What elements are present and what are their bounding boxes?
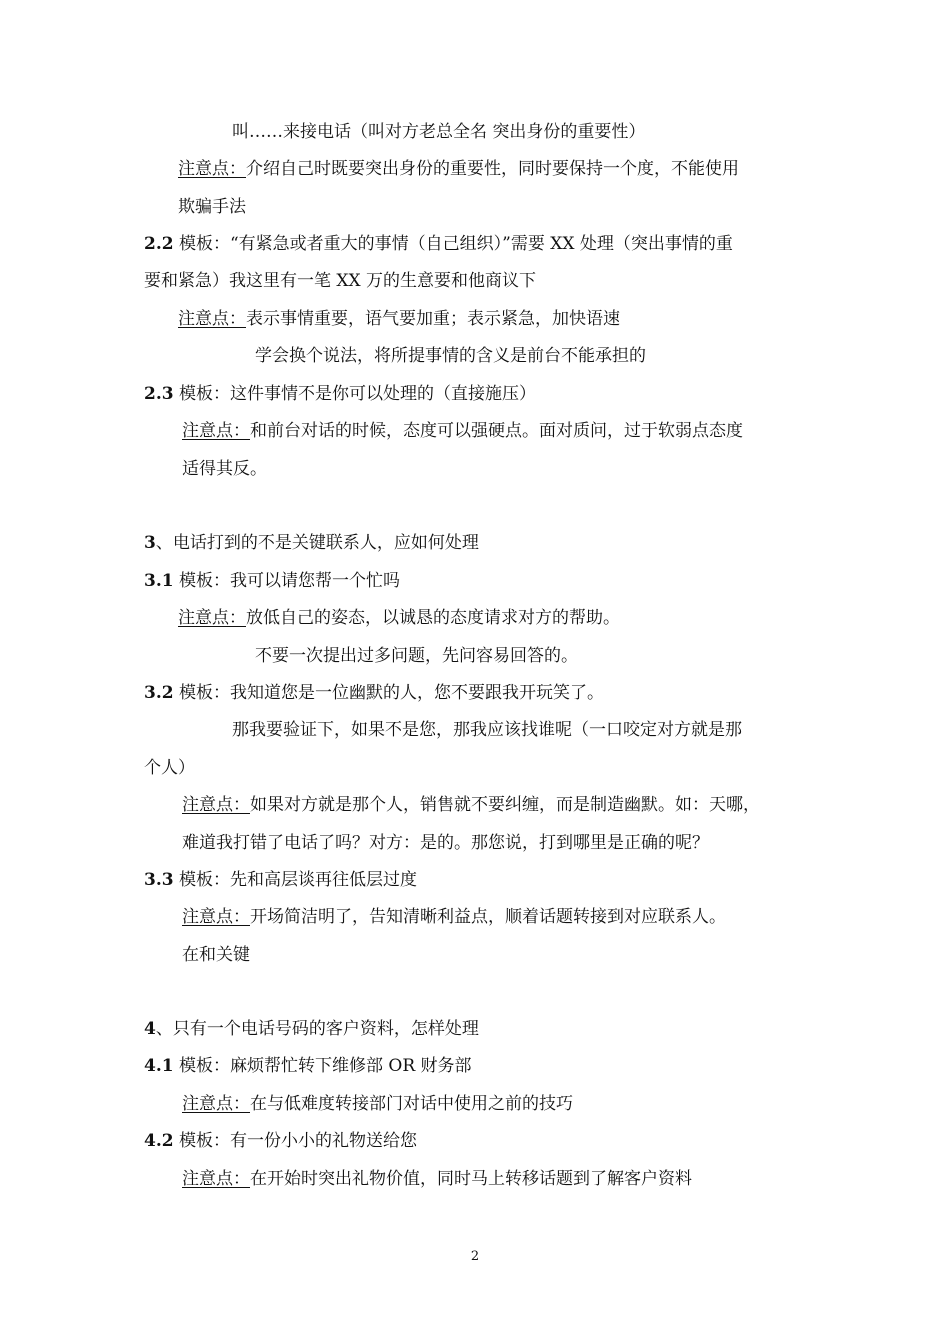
note-line [182,1093,573,1115]
note-line [182,794,760,816]
section-text: 、电话打到的不是关键联系人，应如何处理 [155,533,479,553]
text-line: 不要一次提出过多问题，先问容易回答的。 [255,646,578,666]
section-number: 4 [144,1019,156,1039]
text-line: 要和紧急）我这里有一笔 XX 万的生意要和他商议下 [144,271,537,291]
note-text: 在与低难度转接部门对话中使用之前的技巧 [250,1094,573,1114]
note-label: 注意点： [182,907,250,927]
text-line: 适得其反。 [182,459,267,479]
section-text: 、只有一个电话号码的客户资料，怎样处理 [155,1019,479,1039]
note-line [178,308,620,330]
section-text: 模板：麻烦帮忙转下维修部 OR 财务部 [173,1056,472,1076]
note-line [182,1168,692,1190]
section-number: 2.3 [144,384,174,404]
note-line [182,420,743,442]
note-text: 和前台对话的时候，态度可以强硬点。面对质问，过于软弱点态度 [250,421,743,441]
section-number: 3.1 [144,571,174,591]
section-text: 模板：“有紧急或者重大的事情（自己组织）”需要 XX 处理（突出事情的重 [173,234,733,254]
note-line [182,906,726,928]
section-3-3-heading [144,869,417,891]
section-3-heading [144,532,479,554]
section-number: 4.1 [144,1056,174,1076]
text-line: 个人） [144,758,195,778]
text-line: 那我要验证下，如果不是您，那我应该找谁呢（一口咬定对方就是那 [232,720,742,740]
section-4-heading [144,1018,479,1040]
section-4-2-heading [144,1130,417,1152]
note-label: 注意点： [178,608,246,628]
note-text: 介绍自己时既要突出身份的重要性，同时要保持一个度，不能使用 [246,159,739,179]
text-line: 在和关键 [182,945,250,965]
section-text: 模板：有一份小小的礼物送给您 [173,1131,417,1151]
section-number: 3.3 [144,870,174,890]
note-line [178,158,739,180]
note-label: 注意点： [182,421,250,441]
note-line [178,607,620,629]
section-number: 3.2 [144,683,174,703]
section-number: 3 [144,533,156,553]
note-label: 注意点： [178,159,246,179]
section-text: 模板：我可以请您帮一个忙吗 [173,571,400,591]
section-2-3-heading [144,383,536,405]
page-number: 2 [470,1249,480,1264]
note-text: 表示事情重要，语气要加重；表示紧急，加快语速 [246,309,620,329]
section-number: 4.2 [144,1131,174,1151]
section-3-2-heading [144,682,604,704]
note-text: 在开始时突出礼物价值，同时马上转移话题到了解客户资料 [250,1169,692,1189]
text-line: 学会换个说法，将所提事情的含义是前台不能承担的 [255,346,646,366]
note-label: 注意点： [182,1169,250,1189]
note-label: 注意点： [178,309,246,329]
text-line: 叫……来接电话（叫对方老总全名 突出身份的重要性） [232,122,646,142]
section-text: 模板：这件事情不是你可以处理的（直接施压） [173,384,536,404]
text-line: 难道我打错了电话了吗？对方：是的。那您说，打到哪里是正确的呢？ [182,833,709,853]
section-4-1-heading [144,1055,472,1077]
section-2-2-heading [144,233,733,255]
note-text: 如果对方就是那个人，销售就不要纠缠，而是制造幽默。如：天哪， [250,795,760,815]
note-text: 放低自己的姿态，以诚恳的态度请求对方的帮助。 [246,608,620,628]
section-text: 模板：先和高层谈再往低层过度 [173,870,417,890]
note-text: 开场简洁明了，告知清晰利益点，顺着话题转接到对应联系人。 [250,907,726,927]
section-text: 模板：我知道您是一位幽默的人，您不要跟我开玩笑了。 [173,683,604,703]
note-label: 注意点： [182,795,250,815]
note-label: 注意点： [182,1094,250,1114]
text-line: 欺骗手法 [178,197,246,217]
section-3-1-heading [144,570,400,592]
section-number: 2.2 [144,234,174,254]
